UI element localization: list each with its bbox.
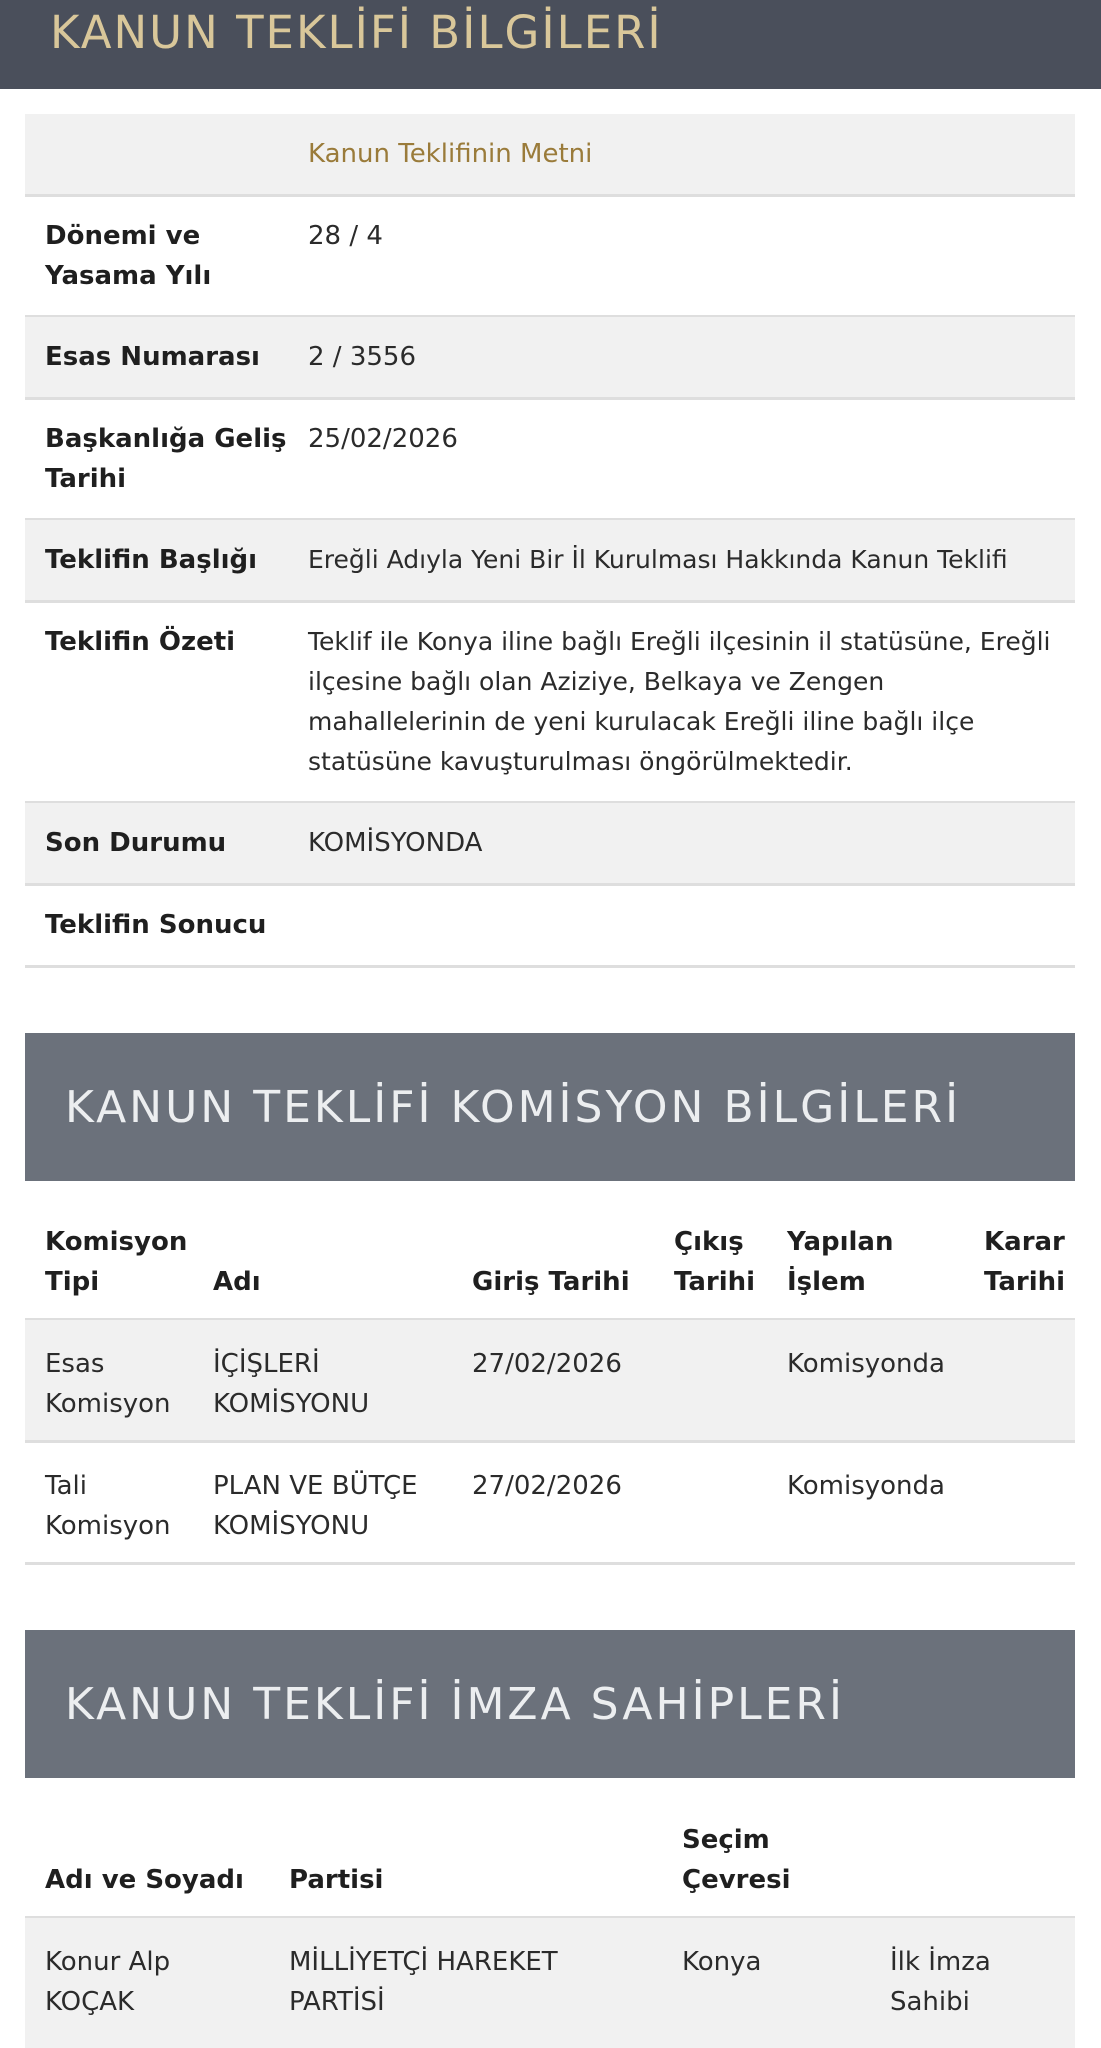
signers-section-header [25, 1630, 1075, 1778]
info-label: Teklifin Başlığı [45, 545, 258, 575]
info-label: Teklifin Sonucu [45, 910, 267, 940]
table-row [25, 1442, 1075, 1565]
entry-date: 27/02/2026 [472, 1349, 622, 1379]
commission-type: Esas Komisyon [45, 1349, 171, 1419]
text-link-row [25, 114, 1075, 197]
col-party: Partisi [289, 1865, 384, 1895]
page-title: KANUN TEKLİFİ BİLGİLERİ [50, 6, 663, 59]
commission-section-header [25, 1033, 1075, 1181]
signer-name-link[interactable]: Konur Alp KOÇAK [45, 1947, 171, 2017]
commission-name-link[interactable]: İÇİŞLERİ KOMİSYONU [213, 1349, 370, 1419]
col-exit-date: Çıkış Tarihi [674, 1227, 756, 1297]
col-decision-date: Karar Tarihi [984, 1227, 1066, 1297]
info-row-summary [25, 602, 1075, 804]
info-row-date [25, 399, 1075, 521]
table-row [25, 1320, 1075, 1443]
info-label: Başkanlığa Geliş Tarihi [45, 424, 287, 494]
info-value: Teklif ile Konya iline bağlı Ereğli ilçesinin il statüsüne, Ereğli ilçesine bağlı olan Aziziye, Belkaya ve Zengen mahallelerinin de yeni kurulacak Ereğli iline bağlı ilçe statüsüne kavuşturulması öngörülmektedir. [308, 627, 1051, 776]
info-label: Son Durumu [45, 828, 227, 858]
table-row [25, 1918, 1075, 2048]
info-label: Esas Numarası [45, 342, 260, 372]
action-status: Komisyonda [787, 1471, 945, 1501]
info-value: Ereğli Adıyla Yeni Bir İl Kurulması Hakkında Kanun Teklifi [308, 545, 1008, 574]
info-value: 2 / 3556 [308, 342, 416, 372]
signer-party: MİLLİYETÇİ HAREKET PARTİSİ [289, 1947, 558, 2017]
col-type: Komisyon Tipi [45, 1227, 188, 1297]
info-row-result [25, 885, 1075, 968]
action-status: Komisyonda [787, 1349, 945, 1379]
info-label: Dönemi ve Yasama Yılı [45, 221, 212, 291]
info-row-title [25, 520, 1075, 603]
info-row-status [25, 803, 1075, 886]
commission-type: Tali Komisyon [45, 1471, 171, 1541]
commission-name-link[interactable]: PLAN VE BÜTÇE KOMİSYONU [213, 1471, 418, 1541]
col-name: Adı [213, 1267, 261, 1297]
info-row-number [25, 317, 1075, 400]
col-signer-name: Adı ve Soyadı [45, 1865, 244, 1895]
bill-text-link[interactable]: Kanun Teklifinin Metni [308, 139, 593, 169]
signer-region: Konya [682, 1947, 762, 1977]
info-row-term [25, 196, 1075, 318]
section-title: KANUN TEKLİFİ KOMİSYON BİLGİLERİ [65, 1082, 962, 1133]
info-value: 28 / 4 [308, 221, 383, 251]
info-value: 25/02/2026 [308, 424, 458, 454]
col-entry-date: Giriş Tarihi [472, 1267, 630, 1297]
section-title: KANUN TEKLİFİ İMZA SAHİPLERİ [65, 1679, 845, 1730]
col-region: Seçim Çevresi [682, 1825, 791, 1895]
info-value: KOMİSYONDA [308, 828, 483, 858]
page-header [0, 0, 1101, 89]
commission-table-header [25, 1210, 1075, 1321]
col-action: Yapılan İşlem [787, 1227, 894, 1297]
signers-table-header [25, 1808, 1075, 1919]
info-label: Teklifin Özeti [45, 627, 236, 657]
entry-date: 27/02/2026 [472, 1471, 622, 1501]
signer-role: İlk İmza Sahibi [890, 1947, 991, 2017]
